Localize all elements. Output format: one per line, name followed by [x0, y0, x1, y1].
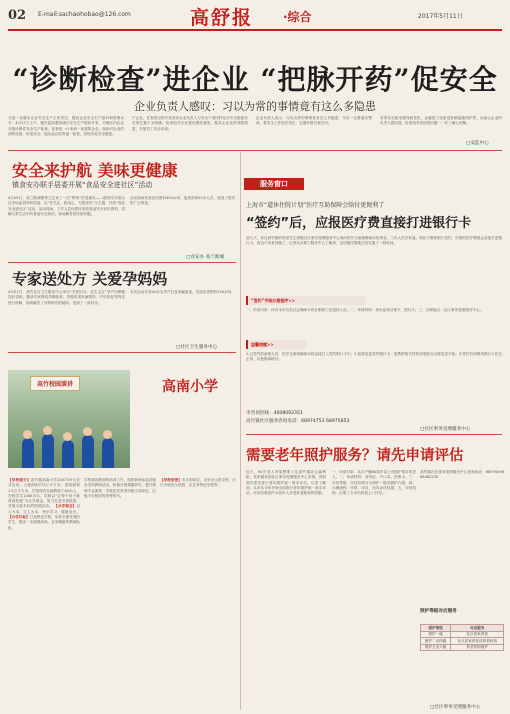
city-hotline[interactable]: 市咨询热线：4008092351 [246, 411, 303, 416]
table-cell: 社区居家养老 [451, 631, 504, 638]
school-name: 高南小学 [162, 379, 218, 395]
school-honors [160, 478, 236, 706]
elder-care-contact: 高竹镇社区事务受理服务中心咨询电话：68976496 68462235 [420, 470, 504, 480]
left-divider-2 [8, 352, 236, 353]
mutual-aid-kicker: 上海市“道休住院计划”医疗互助保障会给付更便利了 [246, 202, 385, 209]
masthead [0, 0, 510, 40]
food-safety-headline: 安全来护航 美味更健康 [12, 161, 178, 180]
food-safety-byline: □食安办 高兰新城 [186, 255, 224, 260]
mutual-aid-notes: 1.已签约的参保人员，医疗互助保障给付将直接打入签约银行卡中。2.如需变更签约银行卡，需携带相关材料到受理点办理变更手续。3.签约后请保持银行卡状态正常，以免影响给付。 [246, 352, 502, 362]
mutual-aid-steps-title: “签约”手续办理程序>> [246, 296, 366, 305]
elder-care-qa: 一、申请对象：本区户籍60周岁以上有照护需求的老人。二、申请材料：身份证、户口本、医保卡。三、评估等级：评估结果分为照护一级至照护六级。四、办理流程：申请、评估、出具评估结果。五、评估机构：由第三方评估机构上门评估。 [332, 470, 416, 496]
maternal-care-byline: □社区卫生服务中心 [176, 345, 218, 350]
lead-body-col-4: 有的存在配电箱线路老化、金属加工设备没有做接地保护等，从而让企业的负责人感叹道，检查组对发现的问题一一作了耐心讲解。 [380, 116, 502, 126]
mutual-aid-byline: □社区事务受理服务中心 [420, 427, 471, 432]
lead-body-col-3: 企业负责人表示：习以为常的事情竟有这么多隐患，今后一定要落实整改，将安全工作放在首位，定期开展自查自纠。 [256, 116, 372, 126]
mutual-aid-headline: “签约”后，应报医疗费直接打进银行卡 [246, 216, 472, 231]
student-figure [62, 440, 74, 468]
right-divider [246, 434, 502, 435]
school-intro-text: 高竹镇高南小学2007年9月正式启用，占地面积约3万平方米，建筑面积1.5万平方米，学校现有在编教职工60余人，在校学生1000余名。学校以“让每个孩子都得到发展”为办学理念，努力打造书香校园，开展丰富多彩的校园活动。 [8, 478, 80, 509]
lead-body-col-1: 为进一步落实企业安全生产主体责任，提高企业安全生产意识和管理水平，4月27日上午，镇安监局邀请浦江安全生产顾问专家，对镇区内企业开展诊断性安全生产检查。检查组一行来到一家建筑企业，现场对企业的消防设施、用电安全、危险品存放等逐一检查，发现多处安全隐患。 [8, 116, 124, 136]
page-number: 02 [8, 8, 27, 23]
lead-divider [8, 150, 502, 151]
mutual-aid-notes-title: 温馨提醒>> [246, 340, 306, 349]
student-figure [42, 434, 54, 468]
table-row [421, 644, 504, 651]
maternal-care-headline: 专家送处方 关爱孕妈妈 [12, 270, 168, 288]
student-figure [102, 438, 114, 468]
table-cell: 照护五至六级 [421, 644, 451, 651]
mutual-aid-body: 前几天，家住高竹镇的徐老先生到镇社区事务受理服务中心询问医疗互助保障给付的事宜。工作人员告诉他，现在只要和银行签约，应报的医疗费就会直接打进银行卡，再也不用来回跑了。记者从区职工服务中心了解到，这项便民措施已经实施了一段时间。 [246, 236, 502, 246]
table-cell: 照护二至四级 [421, 638, 451, 645]
email-address[interactable]: E-mail:sachaohobao@126.com [38, 11, 131, 18]
elder-care-byline: □社区事务受理服务中心 [430, 705, 481, 710]
care-level-table [420, 624, 504, 651]
student-head [103, 430, 112, 439]
service-window-tag: 服务窗口 [244, 178, 304, 190]
table-header-cell: 对应服务 [451, 625, 504, 632]
food-safety-body-2: 活动现场发放宣传资料300余份，接受咨询50余人次，受到了居民的广泛欢迎。 [130, 196, 235, 206]
table-header-row [421, 625, 504, 632]
newspaper-logo: 高舒报 [190, 7, 254, 29]
school-goal-heading: 【办学目标】 [8, 515, 30, 520]
maternal-care-body-2: 本次活动共有40余名孕产妇及家属参加，发放宣传资料100余份。 [130, 290, 235, 294]
table-cell: 养老机构照护 [451, 644, 504, 651]
section-name: ·综合 [283, 10, 312, 24]
table-row [421, 638, 504, 645]
town-hotline[interactable]: 高竹镇社区服务咨询电话：68974753 68975853 [246, 419, 350, 424]
column-separator [240, 152, 241, 710]
lead-body-col-2: 产企业，在查看过程中发现该企业负责人与安全干部同样也对安全隐患存在的位置不太明确。检查组对企业提出整改意见，要求企业及时消除隐患，开展员工安全培训。 [132, 116, 248, 131]
school-photo-sign: 高竹校园演讲 [30, 376, 80, 391]
mutual-aid-steps: 一、申请对象：持有本市各类社会保障卡的在职职工及退休人员。二、申请材料：身份证或社保卡、银行卡。三、办理地点：社区事务受理服务中心。 [246, 308, 484, 312]
table-row [421, 631, 504, 638]
school-goal-text: 打造特色学校，培养全面发展的学生，建设一支师德高尚、业务精湛的教师队伍。 [8, 515, 80, 530]
header-divider [8, 29, 502, 31]
school-honors-heading: 【学校荣誉】 [160, 478, 182, 482]
school-philosophy-heading: 【办学理念】 [54, 504, 77, 509]
student-head [23, 430, 32, 439]
lead-headline: “诊断检查”进企业 “把脉开药”促安全 [12, 63, 498, 96]
issue-date: 2017年5月11日 [418, 13, 463, 20]
school-honors-text: 市文明单位、市安全示范学校、区行为规范示范校、区艺术特色学校等。 [160, 478, 236, 488]
school-photo [8, 370, 130, 468]
student-figure [22, 438, 34, 468]
food-safety-body-1: 4月25日，高兰路城镇等文艺来了一位“特别”的老朋友——镇食安办联合区市场监管所和居委，以“你关注，我用心，为您宣传”为主题，开展“食品安全进社区”活动。活动现场，工作人员向居民发放食品安全宣传资料，讲解日常生活中的食品安全知识，现场解答居民的问题。 [8, 196, 125, 216]
maternal-care-body-1: 4月21日，高竹社区卫生服务中心举办“关爱妇女，优生宝宝”孕产妇保健知识讲座，邀请专家围绕孕期营养、孕期常见疾病预防、产后恢复等内容进行讲解，现场解答了孕妈妈们的疑问，受到了一致好评。 [8, 290, 125, 305]
school-intro-heading: 【学校简介】 [8, 478, 31, 482]
table-cell: 社区居家养老或养老机构 [451, 638, 504, 645]
food-safety-subheadline: 镇食安办联手居委开展“食品安全进社区”活动 [12, 181, 153, 189]
lead-subheadline: 企业负责人感叹：习以为常的事情竟有这么多隐患 [134, 100, 376, 113]
student-head [43, 426, 52, 435]
left-divider-1 [8, 262, 236, 263]
table-header-cell: 照护等级 [421, 625, 451, 632]
elder-care-table-title: 照护等级对应服务 [420, 609, 457, 614]
school-intro [8, 478, 80, 706]
student-head [83, 427, 92, 436]
elder-care-headline: 需要老年照护服务？请先申请评估 [246, 448, 464, 464]
table-cell: 照护一级 [421, 631, 451, 638]
student-figure [82, 435, 94, 468]
school-training: 学校重视教师的培训工作，组织教师参加各级各类的教研活动，积极开展课题研究，提升教师专业素养，学校先后获得市级文明单位、区级平安校园等荣誉称号。 [84, 478, 156, 498]
school-philosophy-text: 以人为本，立人为本，快乐学习，健康成长。 [8, 504, 80, 514]
elder-care-body: 近日，90岁老人李某想要入住高竹镇社会福利院，其家属来到社区事务受理服务中心咨询，得知现在需先进行老年照护统一需求评估。记者了解到，本市从今年开始全面推行老年照护统一需求评估，评估结果将作为老年人享受养老服务的依据。 [246, 470, 326, 496]
lead-byline: □安监中心 [466, 141, 489, 146]
student-head [63, 432, 72, 441]
